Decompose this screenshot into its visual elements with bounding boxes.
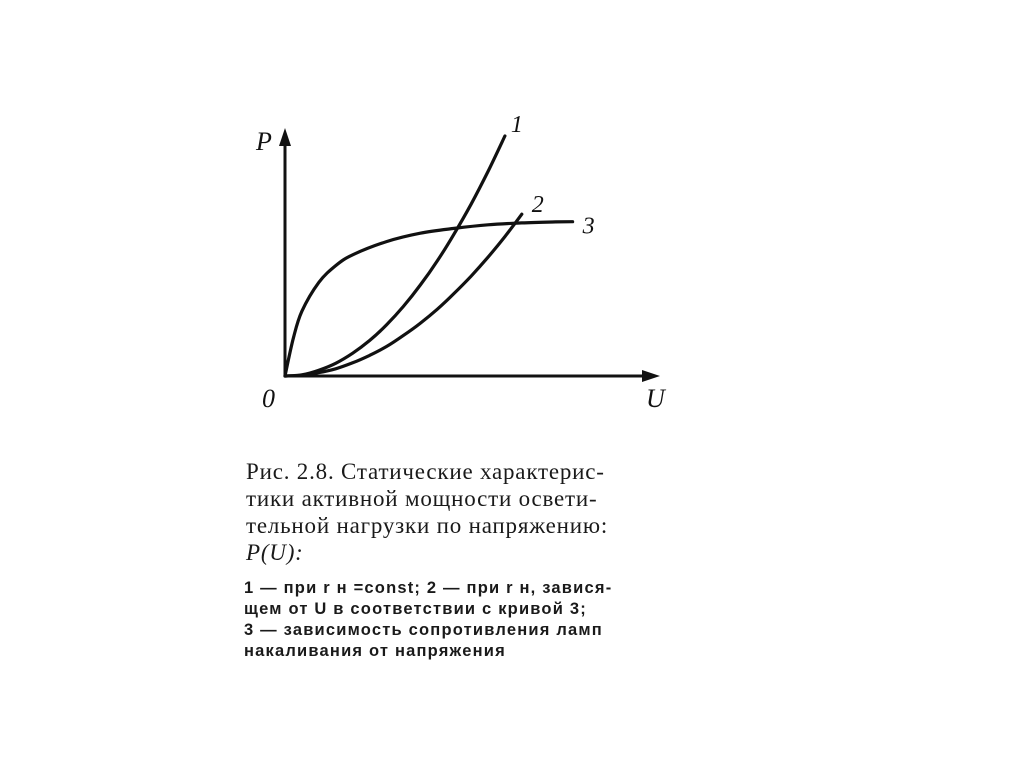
caption-line: P(U):: [246, 540, 304, 565]
legend-line: 1 — при r н =const; 2 — при r н, завися-: [244, 579, 613, 597]
x-axis-label: U: [646, 384, 665, 413]
legend-line: щем от U в соответствии с кривой 3;: [244, 600, 587, 618]
figure-caption: [246, 458, 716, 566]
series-3-label: 3: [582, 213, 595, 240]
caption-line: тельной нагрузки по напряжению:: [246, 513, 609, 538]
legend-line: накаливания от напряжения: [244, 642, 506, 660]
legend-line: 3 — зависимость сопротивления ламп: [244, 621, 603, 639]
series-1-label: 1: [510, 112, 523, 138]
caption-line: тики активной мощности освети-: [246, 486, 598, 511]
figure-legend: [244, 578, 714, 662]
x-axis-arrowhead: [642, 370, 660, 382]
caption-line: Рис. 2.8. Статические характерис-: [246, 459, 605, 484]
series-2-label: 2: [531, 192, 544, 219]
y-axis-label: P: [256, 127, 272, 156]
series-3-curve: [285, 222, 573, 376]
origin-label: 0: [262, 384, 275, 413]
y-axis-arrowhead: [279, 128, 291, 146]
series-layer: [285, 112, 595, 376]
